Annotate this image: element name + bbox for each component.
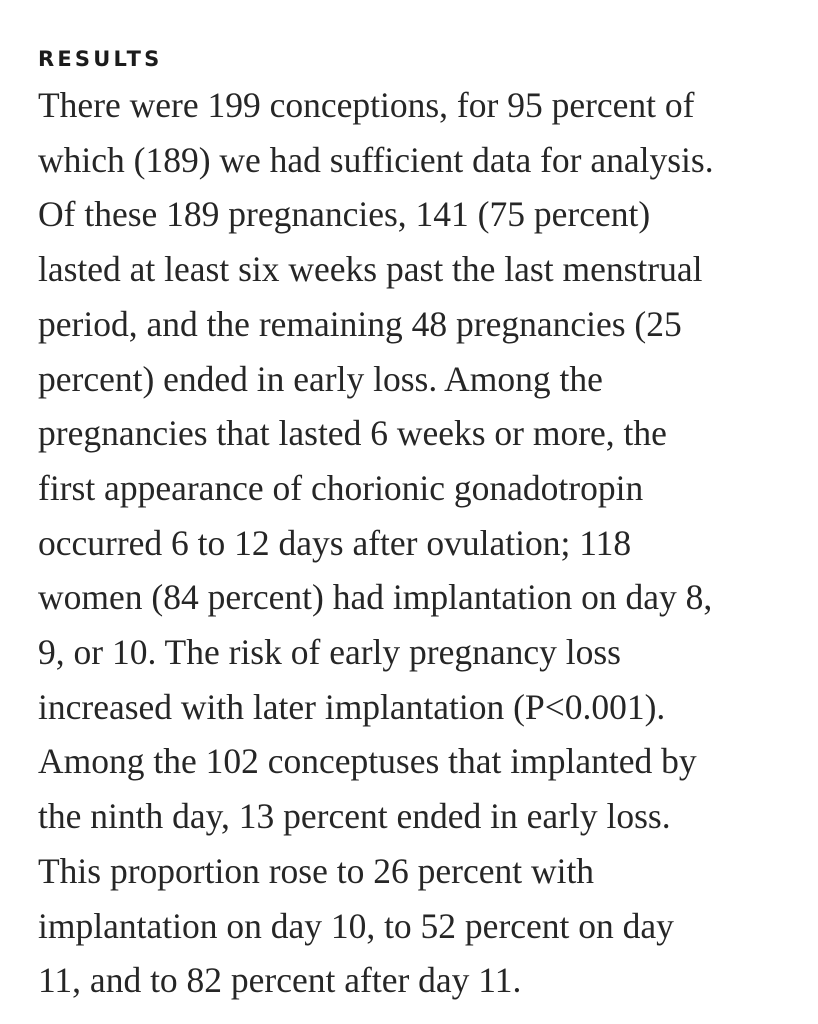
- paragraph-line: occurred 6 to 12 days after ovulation; 118: [38, 522, 632, 563]
- paragraph-line: women (84 percent) had implantation on day 8,: [38, 577, 713, 618]
- paragraph-line: which (189) we had sufficient data for analysis.: [38, 139, 714, 180]
- paragraph-line: lasted at least six weeks past the last menstrual: [38, 249, 703, 290]
- paragraph-line: period, and the remaining 48 pregnancies (25: [38, 303, 682, 344]
- results-paragraph: [38, 78, 808, 1008]
- paragraph-line: Among the 102 conceptuses that implanted by: [38, 741, 697, 782]
- paragraph-line: percent) ended in early loss. Among the: [38, 358, 603, 399]
- paragraph-line: the ninth day, 13 percent ended in early loss.: [38, 796, 671, 837]
- paragraph-line: implantation on day 10, to 52 percent on day: [38, 905, 674, 946]
- paragraph-line: This proportion rose to 26 percent with: [38, 850, 595, 891]
- section-heading: RESULTS: [38, 47, 163, 71]
- paragraph-line: Of these 189 pregnancies, 141 (75 percent): [38, 194, 651, 235]
- paragraph-line: 11, and to 82 percent after day 11.: [38, 960, 522, 1001]
- paragraph-line: pregnancies that lasted 6 weeks or more, the: [38, 413, 667, 454]
- paragraph-line: 9, or 10. The risk of early pregnancy loss: [38, 632, 621, 673]
- paragraph-line: increased with later implantation (P<0.001).: [38, 686, 666, 727]
- paragraph-line: first appearance of chorionic gonadotropin: [38, 467, 644, 508]
- paragraph-line: There were 199 conceptions, for 95 percent of: [38, 85, 695, 125]
- results-section: [38, 44, 808, 1008]
